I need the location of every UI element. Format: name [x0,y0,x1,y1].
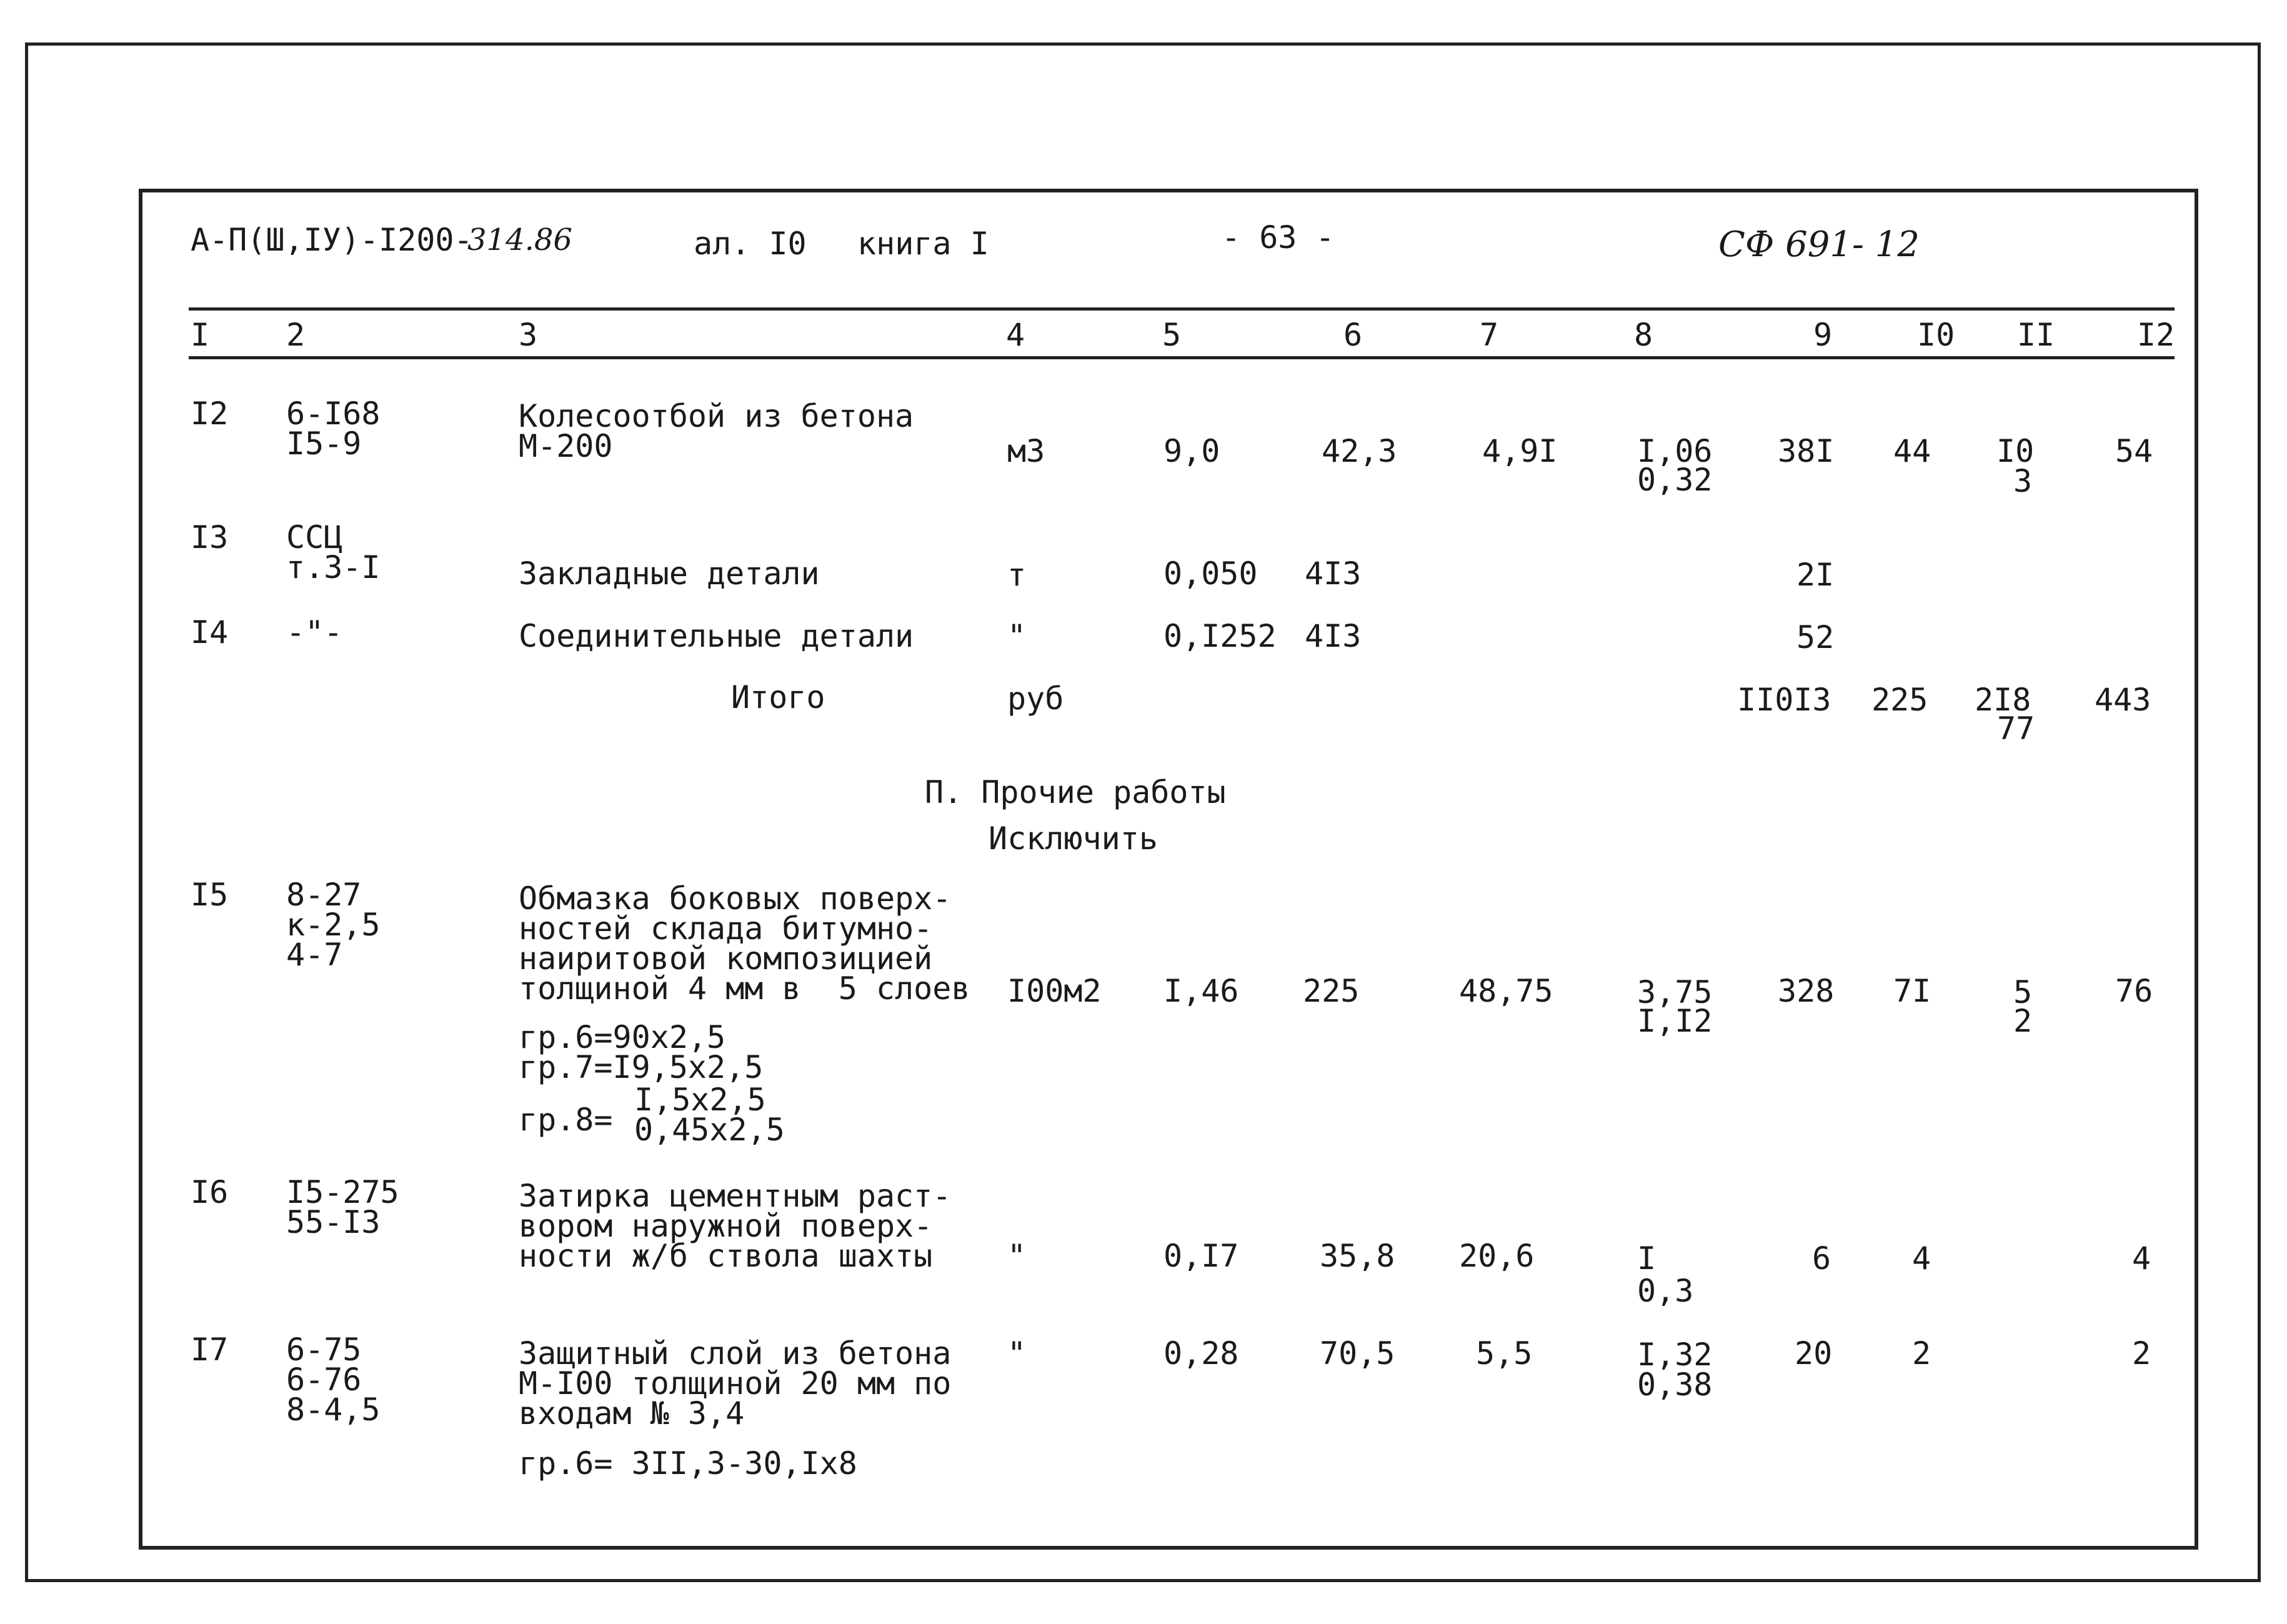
work-name: Затирка цементным раст- [519,1178,952,1214]
album-number: ал. I0 [694,226,807,262]
work-name: наиритовой композицией [519,940,933,977]
calculation-note: гр.6=90х2,5 [519,1019,726,1055]
column-header: 8 [1634,317,1653,353]
total-wages: 7I [1893,973,1931,1009]
column-header: 4 [1006,317,1025,353]
work-name: М-200 [519,428,613,464]
total-cost: 6 [1812,1240,1831,1277]
work-name: входам № 3,4 [519,1395,745,1432]
row-number: I2 [191,396,229,432]
unit-price: 35,8 [1320,1238,1395,1274]
total-cost: 20 [1795,1335,1833,1372]
wage-price: 4,9I [1482,433,1558,469]
norm-code: 6-76 [286,1362,362,1398]
total-wages: 225 [1871,682,1928,718]
machine-price: I,06 [1637,433,1713,469]
row-number: I4 [191,614,229,650]
unit: " [1007,618,1027,654]
col-12-value: 54 [2115,433,2153,469]
column-header: II [2017,317,2055,353]
machine-price: I [1637,1240,1657,1277]
wage-price: 48,75 [1459,973,1553,1009]
norm-code: ССЦ [286,519,343,555]
norm-code: 8-4,5 [286,1392,381,1428]
unit: " [1007,1335,1027,1372]
column-header: I0 [1917,317,1955,353]
total-cost: 2I [1796,557,1835,593]
unit-price: 225 [1303,973,1360,1009]
calculation-note: I,5х2,5 [634,1082,766,1118]
norm-code: к-2,5 [286,907,381,943]
total-machines: 5 [2013,974,2033,1010]
quantity: 0,28 [1163,1335,1239,1372]
total-machines: 77 [1997,710,2035,747]
norm-code: I5-275 [286,1174,399,1210]
section-subtitle: Исключить [989,820,1158,857]
machine-price: 0,3 [1637,1273,1694,1309]
unit: м3 [1007,433,1045,469]
work-name: ности ж/б ствола шахты [519,1238,933,1274]
document-code-handwritten: 314.86 [467,222,572,257]
page-number: - 63 - [1222,219,1335,256]
column-header: 7 [1480,317,1499,353]
row-number: I3 [191,519,229,555]
unit-price: 70,5 [1320,1335,1395,1372]
column-header: I [191,317,210,353]
work-name: Защитный слой из бетона [519,1335,952,1372]
quantity: I,46 [1163,973,1239,1009]
document-code: А-П(Ш,IУ)-I200- [191,222,473,258]
machine-price: 3,75 [1637,974,1713,1010]
total-wages: 2 [1912,1335,1931,1372]
total-label: Итого [731,679,825,715]
work-name: Соединительные детали [519,618,914,654]
norm-code: т.3-I [286,549,381,585]
total-cost: 38I [1778,433,1835,469]
quantity: 0,I252 [1163,618,1277,654]
norm-code: 6-I68 [286,396,381,432]
wage-price: 20,6 [1459,1238,1535,1274]
calculation-note: гр.6= 3II,3-30,Iх8 [519,1445,857,1482]
unit: " [1007,1238,1027,1274]
column-header: I2 [2137,317,2175,353]
machine-price: I,I2 [1637,1003,1713,1039]
total-wages: 4 [1912,1240,1931,1277]
work-name: Колесоотбой из бетона [519,398,914,434]
quantity: 0,I7 [1163,1238,1239,1274]
norm-code: 8-27 [286,877,362,913]
calculation-note: гр.7=I9,5х2,5 [519,1049,764,1085]
total-machines: 2 [2013,1003,2033,1039]
total-machines: I0 [1996,433,2035,469]
quantity: 9,0 [1163,433,1220,469]
work-name: Обмазка боковых поверх- [519,880,952,917]
quantity: 0,050 [1163,555,1258,592]
row-number: I6 [191,1174,229,1210]
norm-code: 6-75 [286,1332,362,1368]
machine-price: 0,32 [1637,462,1713,498]
work-name: ностей склада битумно- [519,910,933,947]
row-number: I7 [191,1332,229,1368]
row-number: I5 [191,877,229,913]
work-name: М-I00 толщиной 20 мм по [519,1365,952,1402]
total-wages: 44 [1893,433,1931,469]
work-name: толщиной 4 мм в 5 слоев [519,970,970,1007]
norm-code: -"- [286,614,343,650]
unit: руб [1007,680,1064,717]
unit: т [1007,557,1027,593]
unit: I00м2 [1007,973,1102,1009]
header-rule-top [189,307,2175,311]
machine-price: 0,38 [1637,1367,1713,1403]
column-header: 9 [1813,317,1833,353]
book-number: книга I [857,226,989,262]
col-12-value: 2 [2132,1335,2151,1372]
col-12-value: 76 [2115,973,2153,1009]
total-cost: 328 [1778,973,1835,1009]
col-12-value: 443 [2095,682,2151,718]
total-cost: II0I3 [1737,682,1831,718]
column-header: 3 [519,317,538,353]
total-machines: 2I8 [1975,682,2031,718]
norm-code: 4-7 [286,937,343,973]
total-machines: 3 [2013,463,2033,499]
machine-price: I,32 [1637,1337,1713,1373]
column-header: 2 [286,317,306,353]
col-12-value: 4 [2132,1240,2151,1277]
total-cost: 52 [1796,619,1835,655]
column-header: 5 [1162,317,1182,353]
header-rule-bottom [189,356,2175,359]
wage-price: 5,5 [1476,1335,1533,1372]
norm-code: I5-9 [286,426,362,462]
unit-price: 42,3 [1322,433,1397,469]
unit-price: 4I3 [1305,555,1362,592]
work-name: вором наружной поверх- [519,1208,933,1244]
unit-price: 4I3 [1305,618,1362,654]
norm-code: 55-I3 [286,1204,381,1240]
work-name: Закладные детали [519,555,820,592]
section-title: П. Прочие работы [925,774,1226,810]
archive-stamp: СФ 691- 12 [1718,224,1920,265]
column-header: 6 [1343,317,1363,353]
calculation-note: 0,45х2,5 [634,1112,785,1148]
calculation-note: гр.8= [519,1102,613,1138]
